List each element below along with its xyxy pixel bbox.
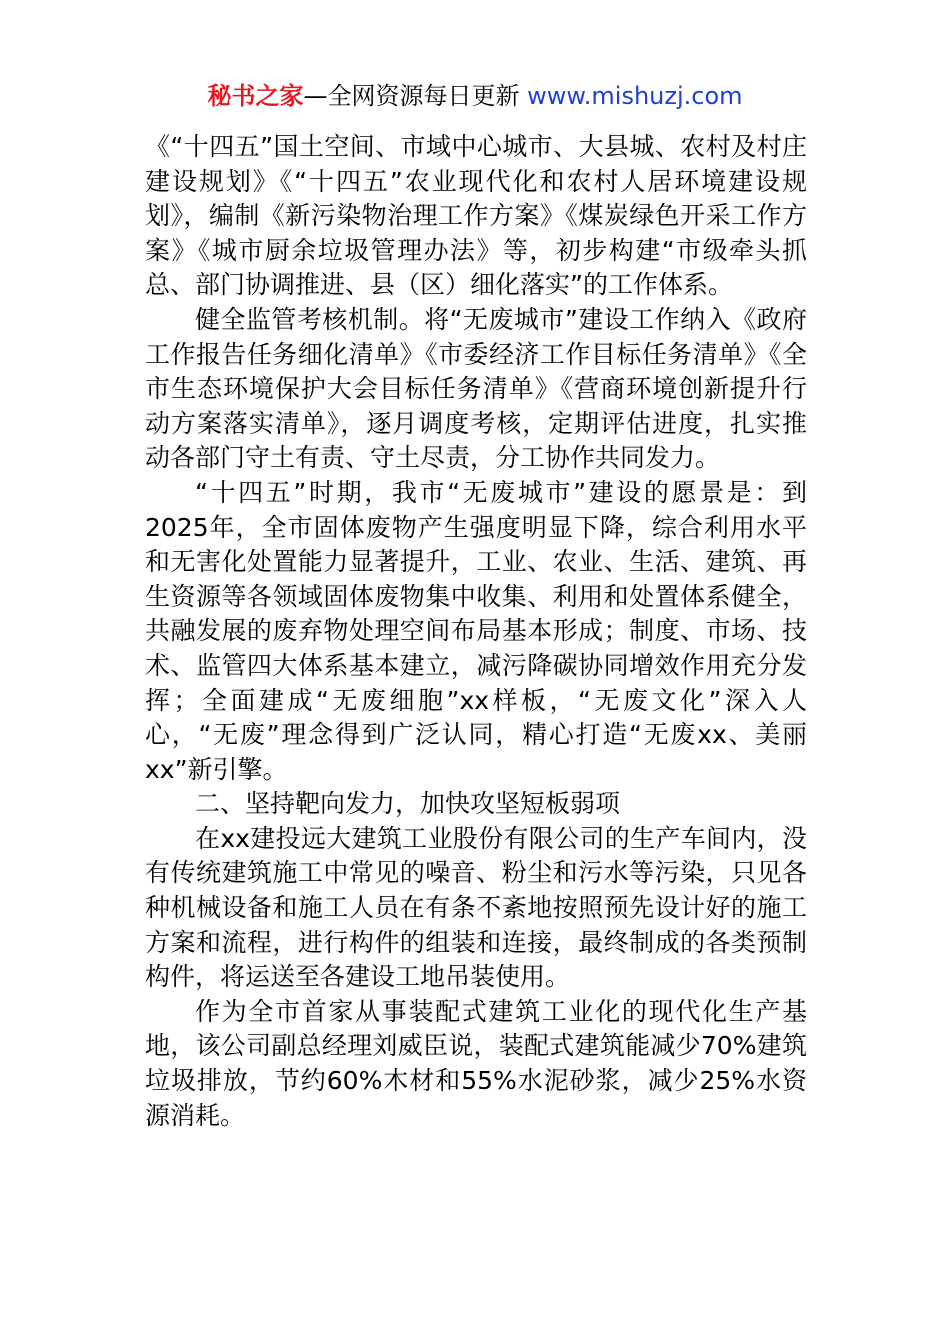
paragraph: 在xx建投远大建筑工业股份有限公司的生产车间内，没有传统建筑施工中常见的噪音、粉尘和污水等污染，只见各种机械设备和施工人员在有条不紊地按照预先设计好的施工方案和流程，进行构件的组装和连接，最终制成的各类预制构件，将运送至各建设工地吊装使用。	[145, 823, 807, 992]
paragraph: “十四五”时期，我市“无废城市”建设的愿景是：到2025年，全市固体废物产生强度明显下降，综合利用水平和无害化处置能力显著提升，工业、农业、生活、建筑、再生资源等各领域固体废物集中收集、利用和处置体系健全，共融发展的废弃物处理空间布局基本形成；制度、市场、技术、监管四大体系基本建立，减污降碳协同增效作用充分发挥；全面建成“无废细胞”xx样板，“无废文化”深入人心，“无废”理念得到广泛认同，精心打造“无废xx、美丽xx”新引擎。	[145, 477, 807, 784]
paragraph: 健全监管考核机制。将“无废城市”建设工作纳入《政府工作报告任务细化清单》《市委经济工作目标任务清单》《全市生态环境保护大会目标任务清单》《营商环境创新提升行动方案落实清单》，逐月调度考核，定期评估进度，扎实推动各部门守土有责、守土尽责，分工协作共同发力。	[145, 304, 807, 473]
site-brand: 秘书之家	[207, 82, 304, 110]
document-body	[145, 130, 807, 1133]
paragraph: 作为全市首家从事装配式建筑工业化的现代化生产基地，该公司副总经理刘威臣说，装配式建筑能减少70%建筑垃圾排放，节约60%木材和55%水泥砂浆，减少25%水资源消耗。	[145, 996, 807, 1130]
section-heading: 二、坚持靶向发力，加快攻坚短板弱项	[195, 789, 621, 819]
site-tagline: —全网资源每日更新	[303, 82, 528, 110]
paragraph: 《“十四五”国土空间、市域中心城市、大县城、农村及村庄建设规划》《“十四五”农业现代化和农村人居环境建设规划》，编制《新污染物治理工作方案》《煤炭绿色开采工作方案》《城市厨余垃圾管理办法》等，初步构建“市级牵头抓总、部门协调推进、县（区）细化落实”的工作体系。	[145, 132, 807, 300]
site-header	[0, 80, 950, 112]
site-url-link[interactable]: www.mishuzj.com	[527, 82, 743, 110]
